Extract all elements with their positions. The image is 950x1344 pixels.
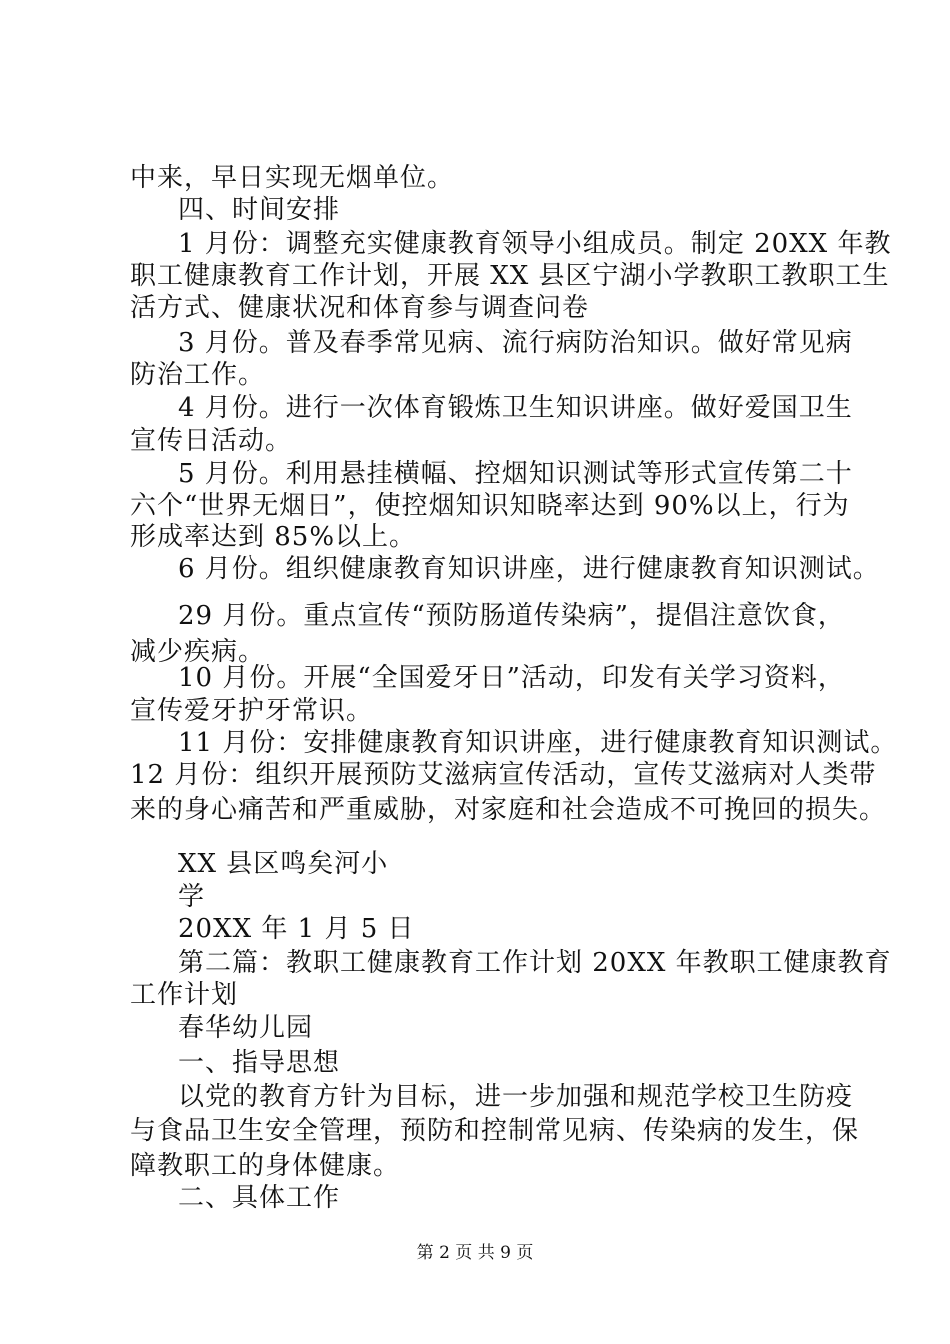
section-heading: 四、时间安排 xyxy=(178,195,341,225)
paragraph-line: 11 月份：安排健康教育知识讲座，进行健康教育知识测试。 xyxy=(178,728,898,758)
paragraph-line: 六个“世界无烟日”，使控烟知识知晓率达到 90%以上，行为 xyxy=(130,491,850,521)
paragraph-line: 以党的教育方针为目标，进一步加强和规范学校卫生防疫 xyxy=(178,1082,854,1112)
paragraph-line: 活方式、健康状况和体育参与调查问卷 xyxy=(130,293,590,323)
chapter-title: 工作计划 xyxy=(130,980,239,1010)
paragraph-line: 5 月份。利用悬挂横幅、控烟知识测试等形式宣传第二十 xyxy=(178,459,853,489)
page-footer: 第 2 页 共 9 页 xyxy=(416,1243,534,1263)
paragraph-line: 来的身心痛苦和严重威胁，对家庭和社会造成不可挽回的损失。 xyxy=(130,795,887,825)
paragraph-line: 宣传爱牙护牙常识。 xyxy=(130,696,374,726)
paragraph-line: 10 月份。开展“全国爱牙日”活动，印发有关学习资料， xyxy=(178,663,845,693)
paragraph-line: 减少疾病。 xyxy=(130,637,266,667)
paragraph-line: 1 月份：调整充实健康教育领导小组成员。制定 20XX 年教 xyxy=(178,229,892,259)
paragraph-line: 6 月份。组织健康教育知识讲座，进行健康教育知识测试。 xyxy=(178,554,880,584)
paragraph-line: 29 月份。重点宣传“预防肠道传染病”，提倡注意饮食， xyxy=(178,601,845,631)
paragraph-line: 3 月份。普及春季常见病、流行病防治知识。做好常见病 xyxy=(178,328,853,358)
org-name: 春华幼儿园 xyxy=(178,1013,314,1043)
paragraph-line: 形成率达到 85%以上。 xyxy=(130,522,417,552)
paragraph-line: 防治工作。 xyxy=(130,360,266,390)
paragraph-line: 与食品卫生安全管理，预防和控制常见病、传染病的发生，保 xyxy=(130,1116,860,1146)
signature-date: 20XX 年 1 月 5 日 xyxy=(178,914,415,944)
paragraph-line: 12 月份：组织开展预防艾滋病宣传活动，宣传艾滋病对人类带 xyxy=(130,760,877,790)
paragraph-line: 4 月份。进行一次体育锻炼卫生知识讲座。做好爱国卫生 xyxy=(178,393,853,423)
paragraph-line: 职工健康教育工作计划，开展 XX 县区宁湖小学教职工教职工生 xyxy=(130,261,890,291)
section-heading: 二、具体工作 xyxy=(178,1183,341,1213)
paragraph-line: 障教职工的身体健康。 xyxy=(130,1151,401,1181)
signature-org: XX 县区鸣矣河小 xyxy=(178,849,389,879)
signature-org: 学 xyxy=(178,882,206,912)
chapter-title: 第二篇：教职工健康教育工作计划 20XX 年教职工健康教育 xyxy=(178,948,892,978)
section-heading: 一、指导思想 xyxy=(178,1048,341,1078)
paragraph-line: 宣传日活动。 xyxy=(130,426,293,456)
paragraph-line: 中来，早日实现无烟单位。 xyxy=(130,163,455,193)
